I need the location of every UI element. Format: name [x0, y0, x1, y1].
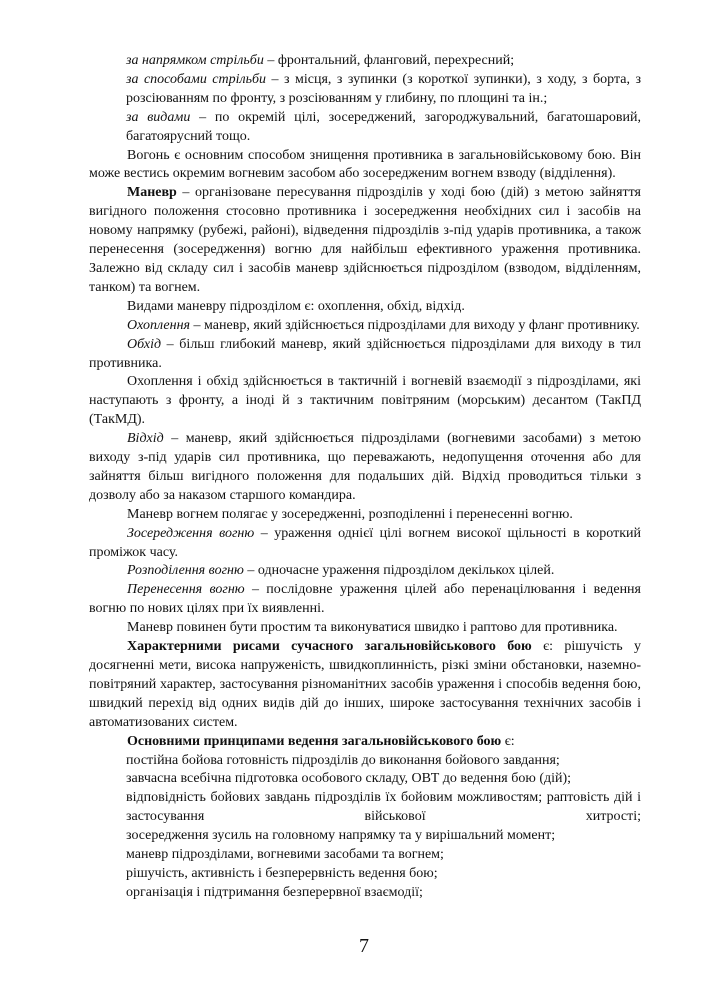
- term: за способами стрільби: [126, 71, 267, 87]
- paragraph-text: – більш глибокий маневр, який здійснюється підрозділами для виходу в тил противника.: [89, 336, 641, 371]
- body-text: [89, 52, 641, 903]
- term: за видами: [126, 109, 191, 125]
- term: Перенесення вогню: [127, 582, 245, 598]
- paragraph-text: – одночасне ураження підрозділом декількох цілей.: [243, 563, 555, 579]
- paragraph-fire-maneuver: [89, 506, 641, 525]
- principle-item: [89, 770, 641, 789]
- paragraph-fire-shifting: [89, 581, 641, 619]
- principle-item: [89, 827, 641, 846]
- paragraph-text: – фронтальний, фланговий, перехресний;: [263, 53, 515, 68]
- paragraph-principles-heading: [89, 733, 641, 752]
- paragraph-withdrawal: [89, 430, 641, 506]
- paragraph-text: рішучість, активність і безперервність ведення бою;: [126, 865, 438, 881]
- paragraph-text: Вогонь є основним способом знищення противника в загальновійськовому бою. Він може вестись окремим вогневим засобом або зосередженим вогнем взводу (відділення).: [89, 147, 641, 182]
- paragraph-maneuver-types: [89, 298, 641, 317]
- paragraph-fire-direction: [89, 52, 641, 71]
- paragraph-fire-role: [89, 147, 641, 185]
- paragraph-text: зосередження зусиль на головному напрямку та у вирішальний момент;: [126, 828, 556, 844]
- paragraph-text: завчасна всебічна підготовка особового складу, ОВТ до ведення бою (дій);: [126, 771, 572, 787]
- paragraph-text: – маневр, який здійснюється підрозділами (вогневими засобами) з метою виходу з-під ударів сил противника, що переважають, недопущення оточення або для зайняття більш вигідного положення для подальших дій. Відхід проводиться тільки з дозволу або за наказом старшого командира.: [89, 431, 641, 503]
- principle-item: [89, 752, 641, 771]
- paragraph-text: маневр підрозділами, вогневими засобами та вогнем;: [126, 847, 444, 863]
- paragraph-text: постійна бойова готовність підрозділів до виконання бойового завдання;: [126, 752, 560, 768]
- principle-item: [89, 789, 641, 827]
- term: за напрямком стрільби: [126, 53, 264, 68]
- paragraph-envelopment-interaction: [89, 373, 641, 430]
- paragraph-text: – організоване пересування підрозділів у ході бою (дій) з метою зайняття вигідного положення стосовно противника і зосередження необхідних сил і засобів на новому напрямку (рубежі, районі), відведення підрозділів з-під ударів противника, а також перенесення (зосередження) вогню для найбільш ефективного ураження противника. Залежно від складу сил і засобів маневр здійснюється підрозділом (взводом, відділенням, танком) та вогнем.: [89, 185, 641, 295]
- paragraph-text: Маневр повинен бути простим та виконуватися швидко і раптово для противника.: [127, 620, 618, 636]
- paragraph-fire-distribution: [89, 562, 641, 581]
- paragraph-fire-types: [89, 109, 641, 147]
- paragraph-text: – ураження однієї цілі вогнем високої щільності в короткий проміжок часу.: [89, 525, 641, 560]
- paragraph-bypass: [89, 336, 641, 374]
- paragraph-text: – з місця, з зупинки (з короткої зупинки), з ходу, з борта, з розсіюванням по фронту, з розсіюванням у глибину, по площині та ін.;: [126, 71, 642, 106]
- paragraph-text: є: рішучість у досягненні мети, висока напруженість, швидкоплинність, різкі зміни обстановки, наземно-повітряний характер, застосування різноманітних засобів ураження і способів ведення бою, швидкий перехід від одних видів дій до інших, широке застосування технічних засобів і автоматизованих систем.: [89, 639, 641, 730]
- paragraph-text: – послідовне ураження цілей або перенацілювання і ведення вогню по нових цілях при їх виявленні.: [89, 582, 641, 617]
- paragraph-text: – по окремій цілі, зосереджений, загороджувальний, багатошаровий, багатоярусний тощо.: [126, 109, 642, 144]
- paragraph-text: відповідність бойових завдань підрозділів їх бойовим можливостям; раптовість дій і застосування військової хитрості;: [126, 790, 641, 825]
- page-number: 7: [359, 935, 369, 957]
- term: Маневр: [127, 185, 177, 201]
- term: Характерними рисами сучасного загальновійськового бою: [127, 639, 532, 655]
- paragraph-maneuver-requirements: [89, 619, 641, 638]
- term: Зосередження вогню: [127, 525, 255, 541]
- term: Обхід: [127, 336, 162, 352]
- paragraph-maneuver-definition: [89, 184, 641, 297]
- paragraph-text: Охоплення і обхід здійснюється в тактичній і вогневій взаємодії з підрозділами, які наступають з фронту, а іноді й з тактичним повітряним (морським) десантом (ТакПД (ТакМД).: [89, 374, 641, 428]
- paragraph-text: Видами маневру підрозділом є: охоплення, обхід, відхід.: [127, 298, 465, 314]
- term: Відхід: [127, 431, 164, 447]
- paragraph-text: є:: [501, 733, 515, 749]
- paragraph-envelopment: [89, 317, 641, 336]
- term: Розподілення вогню: [127, 563, 244, 579]
- principle-item: [89, 884, 641, 903]
- term: Основними принципами ведення загальновійськового бою: [127, 733, 502, 749]
- paragraph-fire-methods: [89, 71, 641, 109]
- paragraph-text: Маневр вогнем полягає у зосередженні, розподіленні і перенесенні вогню.: [127, 506, 573, 522]
- paragraph-fire-concentration: [89, 525, 641, 563]
- principle-item: [89, 865, 641, 884]
- paragraph-text: організація і підтримання безперервної взаємодії;: [126, 884, 423, 900]
- term: Охоплення: [127, 317, 191, 333]
- paragraph-combat-characteristics: [89, 638, 641, 733]
- paragraph-text: – маневр, який здійснюється підрозділами для виходу у фланг противнику.: [190, 317, 640, 333]
- principle-item: [89, 846, 641, 865]
